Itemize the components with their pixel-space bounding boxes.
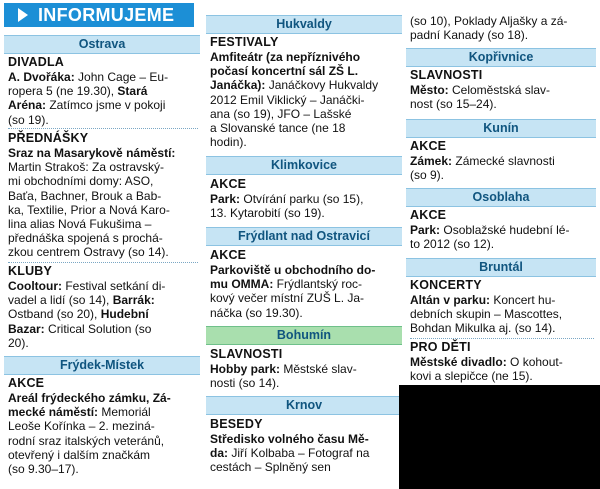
- section-heading: SLAVNOSTI: [410, 68, 483, 82]
- listing-text: Zatímco jsme v pokoji: [46, 98, 166, 113]
- listing-line: [410, 355, 600, 369]
- section-akce: [410, 208, 600, 251]
- listing-line: to 2012 (so 12).: [410, 237, 495, 252]
- listing-line: [8, 293, 200, 307]
- city-header-frydek-mistek: Frýdek-Místek: [4, 356, 200, 375]
- listing-line: [210, 192, 402, 206]
- section-heading: AKCE: [210, 248, 247, 262]
- listing-line: [8, 307, 200, 321]
- city-header-ostrava: Ostrava: [4, 35, 200, 54]
- listing-line: nosti (so 14).: [210, 376, 280, 391]
- listing-line: Martin Strakoš: Za ostravský-: [8, 160, 165, 175]
- listing-text: John Cage – Eu-: [74, 70, 169, 84]
- listing-line: [210, 277, 402, 291]
- section-heading: BESEDY: [210, 417, 263, 431]
- listing-text: Frýdlantský roc-: [273, 277, 363, 292]
- section-akce: [8, 376, 200, 476]
- city-header-bruntal: Bruntál: [406, 258, 596, 277]
- venue-name: Městské divadlo:: [410, 355, 507, 369]
- listing-line: lina alias Nová Fukušima –: [8, 217, 152, 232]
- section-heading: PRO DĚTI: [410, 340, 471, 354]
- listing-text: Jiří Kolbaba – Fotograf na: [228, 446, 370, 461]
- listing-line: zkou centrem Ostravy (so 14).: [8, 245, 169, 260]
- venue-name: Altán v parku:: [410, 293, 491, 307]
- section-heading: AKCE: [410, 139, 447, 153]
- venue-name: Barrák:: [112, 293, 155, 308]
- listing-text: Osoblažské hudební lé-: [440, 223, 570, 237]
- section-slavnosti: [210, 347, 402, 390]
- city-header-bohumin: Bohumín: [206, 326, 402, 345]
- venue-name: Areál frýdeckého zámku, Zá-: [8, 391, 171, 405]
- listing-line: Baťa, Bachner, Brouk a Bab-: [8, 188, 162, 203]
- listing-line: [8, 391, 200, 405]
- listing-line: Bohdan Mikulka aj. (so 14).: [410, 321, 556, 336]
- listing-line: 2012 Emil Viklický – Janáčki-: [210, 92, 365, 107]
- listing-line: (so 10), Poklady Aljašky a zá-: [410, 14, 568, 28]
- venue-name: Město:: [410, 83, 449, 97]
- listing-text: Zámecké slavnosti: [452, 154, 555, 168]
- listing-line: padní Kanady (so 18).: [410, 28, 529, 43]
- listing-text: Memoriál: [98, 405, 151, 420]
- listing-line: ka, Textilie, Prior a Nová Karo-: [8, 202, 170, 217]
- venue-name: Janáčka):: [210, 78, 266, 93]
- section-akce: [210, 177, 402, 220]
- listing-line: [410, 293, 600, 307]
- listing-line: cestách – Splněný sen: [210, 460, 331, 475]
- listing-line: [8, 84, 200, 98]
- listing-text: Critical Solution (so: [44, 321, 152, 336]
- listing-text: Koncert hu-: [490, 293, 556, 307]
- listing-line: [8, 146, 200, 160]
- listing-line: nost (so 15–24).: [410, 97, 497, 112]
- listing-line: [210, 263, 402, 277]
- section-festivaly: [210, 35, 402, 149]
- listing-line: [410, 154, 600, 168]
- section-heading: PŘEDNÁŠKY: [8, 131, 89, 145]
- listing-line: rodní sraz italských veteránů,: [8, 433, 165, 448]
- venue-name: Aréna:: [8, 98, 47, 113]
- section-kluby: [8, 264, 200, 350]
- venue-name: Hobby park:: [210, 362, 281, 376]
- venue-name: mecké náměstí:: [8, 405, 99, 420]
- city-header-osoblaha: Osoblaha: [406, 188, 596, 207]
- venue-name: Amfiteátr (za nepříznivého: [210, 50, 361, 64]
- city-header-koprivnice: Kopřivnice: [406, 48, 596, 67]
- venue-name: Hudební: [100, 307, 149, 322]
- venue-name: Park:: [410, 223, 441, 237]
- city-header-klimkovice: Klimkovice: [206, 156, 402, 175]
- listing-line: Leoše Kořínka – 2. meziná-: [8, 419, 155, 434]
- section-koncerty: [410, 278, 600, 336]
- listing-line: (so 9.30–17).: [8, 462, 79, 477]
- venue-name: Cooltour:: [8, 279, 62, 293]
- venue-name: Bazar:: [8, 321, 45, 336]
- divider: [8, 128, 198, 129]
- listing-text: vadel a lidí (so 14),: [8, 293, 113, 308]
- city-header-krnov: Krnov: [206, 396, 402, 415]
- venue-name: A. Dvořáka:: [8, 70, 75, 84]
- listing-line: [210, 78, 402, 92]
- section-heading: KONCERTY: [410, 278, 482, 292]
- venue-name: Středisko volného času Mě-: [210, 432, 369, 446]
- listing-text: Celoměstská slav-: [448, 83, 551, 97]
- listing-line: [8, 98, 200, 112]
- listing-text: O kohout-: [506, 355, 563, 369]
- listing-line: ana (so 19), JFO – Lašské: [210, 106, 352, 121]
- listing-text: Janáčkovy Hukvaldy: [265, 78, 379, 93]
- listing-text: ropera 5 (ne 19.30),: [8, 84, 118, 99]
- venue-name: počasí koncertní sál ZŠ L.: [210, 64, 359, 79]
- listing-line: [8, 279, 200, 293]
- venue-name: Park:: [210, 192, 241, 206]
- listing-line: náčka (so 19.30).: [210, 305, 303, 320]
- listing-line: [210, 432, 402, 446]
- listing-line: [8, 322, 200, 336]
- section-heading: AKCE: [8, 376, 45, 390]
- page-title: INFORMUJEME: [4, 3, 194, 27]
- listing-text: Festival setkání di-: [61, 279, 166, 293]
- listing-line: 20).: [8, 335, 29, 350]
- section-heading: AKCE: [410, 208, 447, 222]
- listing-line: [210, 50, 402, 64]
- listing-line: hodin).: [210, 135, 247, 150]
- section-heading: DIVADLA: [8, 55, 65, 69]
- listing-line: [210, 446, 402, 460]
- city-header-frydlant: Frýdlant nad Ostravicí: [206, 227, 402, 246]
- listing-line: mi obchodními domy: ASO,: [8, 174, 154, 189]
- listing-line: [410, 83, 600, 97]
- section-pro-deti: [410, 340, 600, 383]
- divider: [410, 338, 594, 339]
- listing-text: Městské slav-: [280, 362, 357, 376]
- city-header-kunin: Kunín: [406, 119, 596, 138]
- section-continued: [410, 14, 600, 42]
- listing-line: otevřený i dalším značkám: [8, 447, 151, 462]
- section-akce: [210, 248, 402, 320]
- city-header-hukvaldy: Hukvaldy: [206, 15, 402, 34]
- listing-line: a Slovanské tance (ne 18: [210, 121, 346, 136]
- listing-text: Otvírání parku (so 15),: [240, 192, 364, 206]
- venue-name: Stará: [117, 84, 148, 99]
- listing-line: [8, 70, 200, 84]
- section-divadla: [8, 55, 200, 127]
- section-heading: AKCE: [210, 177, 247, 191]
- section-besedy: [210, 417, 402, 475]
- section-slavnosti: [410, 68, 600, 111]
- listing-line: [8, 405, 200, 419]
- venue-name: mu OMMA:: [210, 277, 274, 292]
- listing-line: [210, 64, 402, 78]
- section-heading: KLUBY: [8, 264, 53, 278]
- listing-line: (so 9).: [410, 168, 445, 183]
- listing-text: Ostband (so 20),: [8, 307, 101, 322]
- venue-name: Zámek:: [410, 154, 453, 168]
- section-akce: [410, 139, 600, 182]
- listing-line: kový večer místní ZUŠ L. Ja-: [210, 291, 365, 306]
- venue-name: Parkoviště u obchodního do-: [210, 263, 376, 277]
- listing-line: kovi a slepičce (ne 15).: [410, 369, 533, 384]
- section-heading: FESTIVALY: [210, 35, 279, 49]
- section-heading: SLAVNOSTI: [210, 347, 283, 361]
- section-prednasky: [8, 131, 200, 260]
- divider: [8, 262, 198, 263]
- redaction-block: [399, 385, 600, 489]
- listing-line: (so 19).: [8, 112, 49, 127]
- listing-line: [210, 362, 402, 376]
- venue-name: da:: [210, 446, 228, 461]
- listing-line: přednáška spojená s prochá-: [8, 231, 163, 246]
- venue-name: Sraz na Masarykově náměstí:: [8, 146, 176, 160]
- listing-line: 13. Kytarobití (so 19).: [210, 206, 325, 221]
- listing-line: [410, 223, 600, 237]
- listing-line: debních skupin – Mascottes,: [410, 307, 563, 322]
